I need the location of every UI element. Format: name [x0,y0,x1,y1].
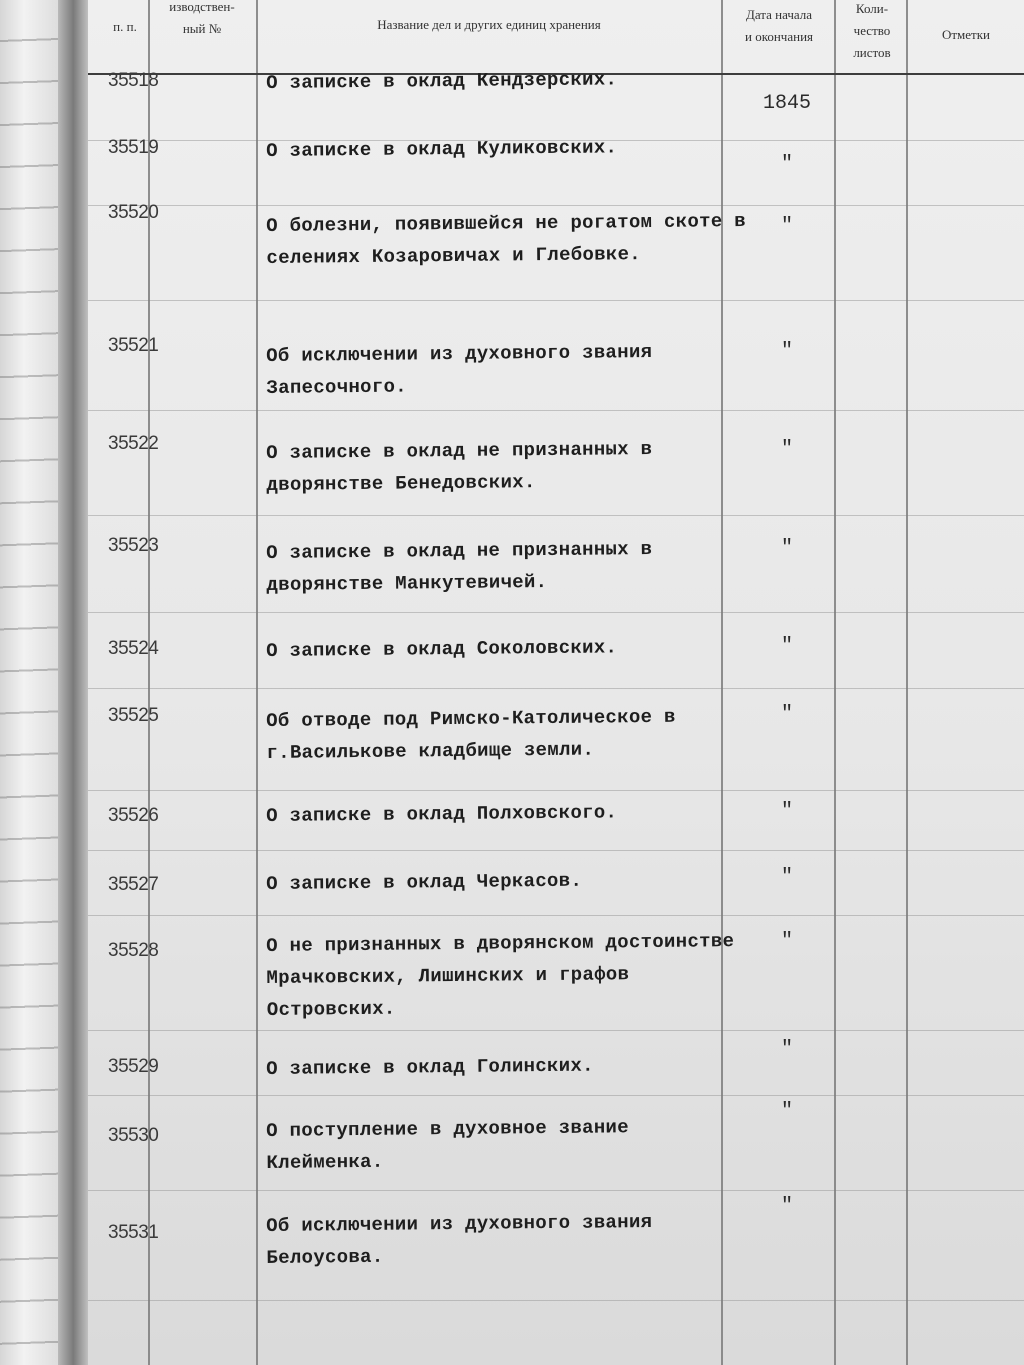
row-date: " [780,438,793,461]
row-date: " [780,1038,793,1061]
row-title: О записке в оклад Куликовских. [266,136,618,162]
row-title: О записке в оклад Кендзерских. [266,68,618,94]
row-number: 35519 [108,137,159,158]
row-number: 35528 [108,940,159,961]
ruling-line [88,915,1024,916]
row-number: 35526 [108,805,159,826]
row-date: 1845 [762,92,811,115]
column-rule [834,0,836,1365]
ruling-line [88,688,1024,689]
row-date: " [780,153,793,176]
ruling-line [88,515,1024,516]
ruling-line [88,1030,1024,1031]
row-date: " [780,215,793,238]
row-date: " [780,340,793,363]
row-number: 35529 [108,1056,159,1077]
ruling-line [88,1095,1024,1096]
row-title: Об отводе под Римско-Католическое в г.Василькове кладбище земли. [266,705,676,764]
ruling-line [88,205,1024,206]
page-gutter [58,0,92,1365]
row-number: 35524 [108,638,159,659]
ruling-line [88,850,1024,851]
header-sheets: Коли- чество листов [853,1,891,60]
ruling-line [88,1300,1024,1301]
ruling-line [88,410,1024,411]
row-number: 35522 [108,433,159,454]
row-number: 35523 [108,535,159,556]
header-num: п. п. [113,19,137,34]
row-number: 35520 [108,202,159,223]
row-number: 35518 [108,70,159,91]
column-rule [906,0,908,1365]
ruling-line [88,300,1024,301]
row-title: О записке в оклад Черкасов. [266,869,583,895]
row-date: " [780,635,793,658]
header-prod-num: изводствен- ный № [169,0,235,36]
inventory-sheet [88,0,1024,1365]
row-title: О записке в оклад Соколовских. [266,636,618,662]
row-title: Об исключении из духовного звания Белоусова. [266,1210,653,1269]
row-title: О записке в оклад Голинских. [266,1054,594,1080]
row-title: О болезни, появившейся не рогатом скоте в селениях Козаровичах и Глебовке. [266,209,747,269]
header-notes: Отметки [941,27,991,42]
header-dates: Дата начала и окончания [744,7,814,44]
ruling-line [88,612,1024,613]
row-title: О поступление в духовное звание Клейменка. [266,1116,630,1174]
binding-ruling [0,0,60,1365]
row-date: " [780,1100,793,1123]
row-number: 35521 [108,335,159,356]
row-date: " [780,537,793,560]
row-number: 35531 [108,1222,159,1243]
row-number: 35530 [108,1125,159,1146]
row-date: " [780,930,793,953]
row-title: О записке в оклад не признанных в дворянстве Манкутевичей. [266,537,653,596]
row-title: О записке в оклад Полховского. [266,801,618,827]
row-date: " [780,866,793,889]
ruling-line [88,1190,1024,1191]
row-title: Об исключении из духовного звания Запесочного. [266,340,653,399]
row-date: " [780,1195,793,1218]
column-rule [256,0,258,1365]
ruling-line [88,790,1024,791]
header-title: Название дел и других единиц хранения [377,17,601,32]
row-title: О записке в оклад не признанных в дворянстве Бенедовских. [266,437,653,496]
row-number: 35525 [108,705,159,726]
row-title: О не признанных в дворянском достоинстве Мрачковских, Лишинских и графов Островских. [266,930,735,1021]
row-date: " [780,703,793,726]
row-date: " [780,800,793,823]
row-number: 35527 [108,874,159,895]
